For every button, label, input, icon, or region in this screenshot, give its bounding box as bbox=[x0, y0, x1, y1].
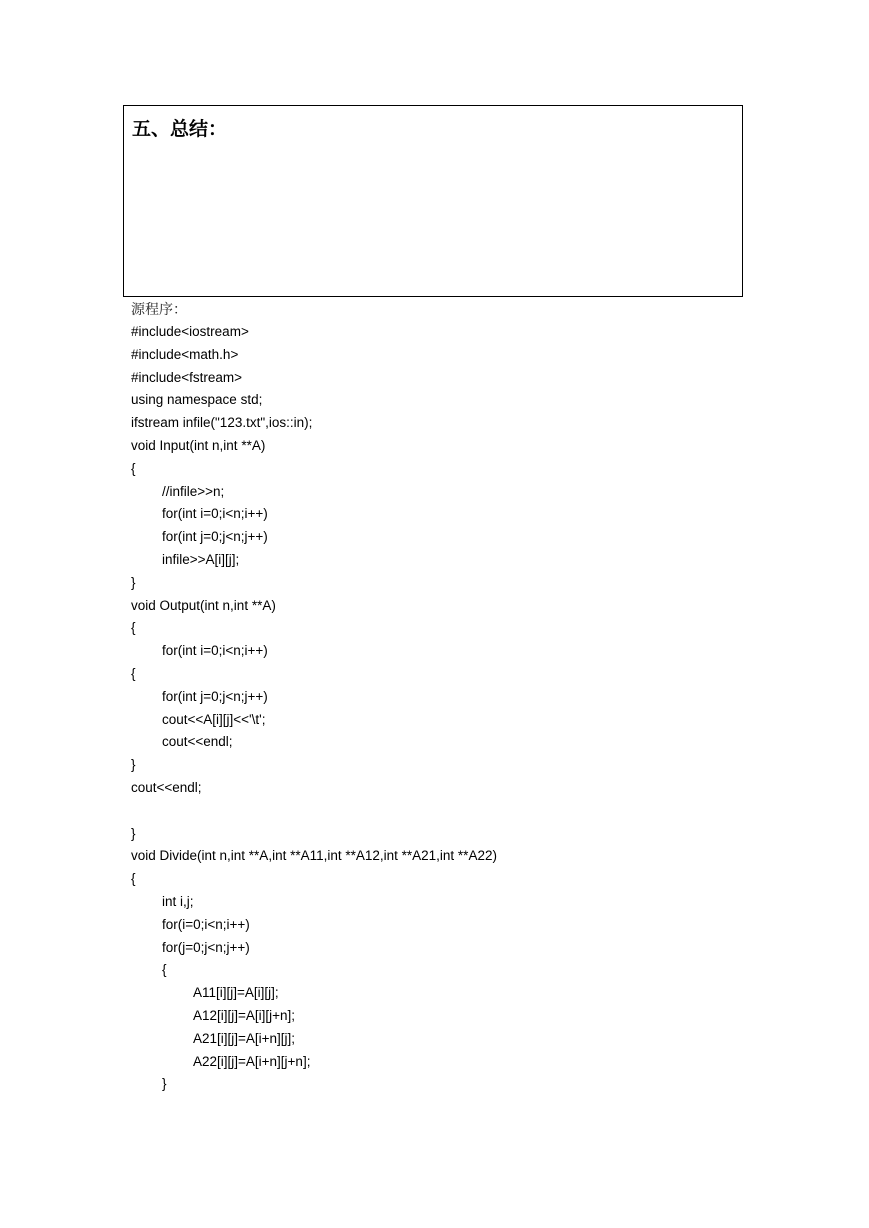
code-line: cout<<endl; bbox=[131, 779, 202, 795]
code-line: #include<iostream> bbox=[131, 324, 249, 339]
summary-heading: 五、总结： bbox=[132, 119, 228, 140]
code-line: cout<<endl; bbox=[162, 734, 233, 750]
code-line: for(int j=0;j<n;j++) bbox=[162, 688, 268, 704]
code-line: A12[i][j]=A[i][j+n]; bbox=[193, 1007, 296, 1023]
code-line: for(int i=0;i<n;i++) bbox=[162, 643, 268, 659]
code-line: A22[i][j]=A[i+n][j+n]; bbox=[193, 1053, 311, 1069]
code-line: void Divide(int n,int **A,int **A11,int **A12,int **A21,int **A22) bbox=[131, 848, 497, 864]
code-line: void Output(int n,int **A) bbox=[131, 597, 276, 613]
code-line: } bbox=[131, 757, 136, 773]
code-line: { bbox=[162, 962, 167, 978]
summary-box bbox=[123, 105, 743, 297]
code-line bbox=[131, 800, 497, 823]
code-line: ifstream infile("123.txt",ios::in); bbox=[131, 415, 313, 431]
code-line: for(i=0;i<n;i++) bbox=[162, 916, 250, 932]
code-line: using namespace std; bbox=[131, 392, 263, 408]
code-line: { bbox=[131, 620, 136, 636]
code-line: void Input(int n,int **A) bbox=[131, 437, 266, 453]
code-line: { bbox=[131, 665, 136, 681]
code-line: #include<math.h> bbox=[131, 346, 239, 362]
code-line: { bbox=[131, 871, 136, 887]
code-line: } bbox=[131, 825, 136, 841]
source-code-listing bbox=[131, 321, 497, 1096]
code-line: A21[i][j]=A[i+n][j]; bbox=[193, 1030, 296, 1046]
code-line: infile>>A[i][j]; bbox=[162, 551, 240, 567]
code-line: for(int j=0;j<n;j++) bbox=[162, 529, 268, 545]
code-line: { bbox=[131, 460, 136, 476]
source-code-label: 源程序： bbox=[131, 301, 187, 317]
code-line: } bbox=[162, 1076, 167, 1092]
code-line: for(j=0;j<n;j++) bbox=[162, 939, 250, 955]
code-line: for(int i=0;i<n;i++) bbox=[162, 506, 268, 522]
code-line: cout<<A[i][j]<<'\t'; bbox=[162, 711, 266, 727]
code-line: //infile>>n; bbox=[162, 483, 225, 499]
code-line: int i,j; bbox=[162, 893, 194, 909]
code-line: #include<fstream> bbox=[131, 369, 243, 385]
code-line: } bbox=[131, 574, 136, 590]
code-line: A11[i][j]=A[i][j]; bbox=[193, 985, 279, 1001]
